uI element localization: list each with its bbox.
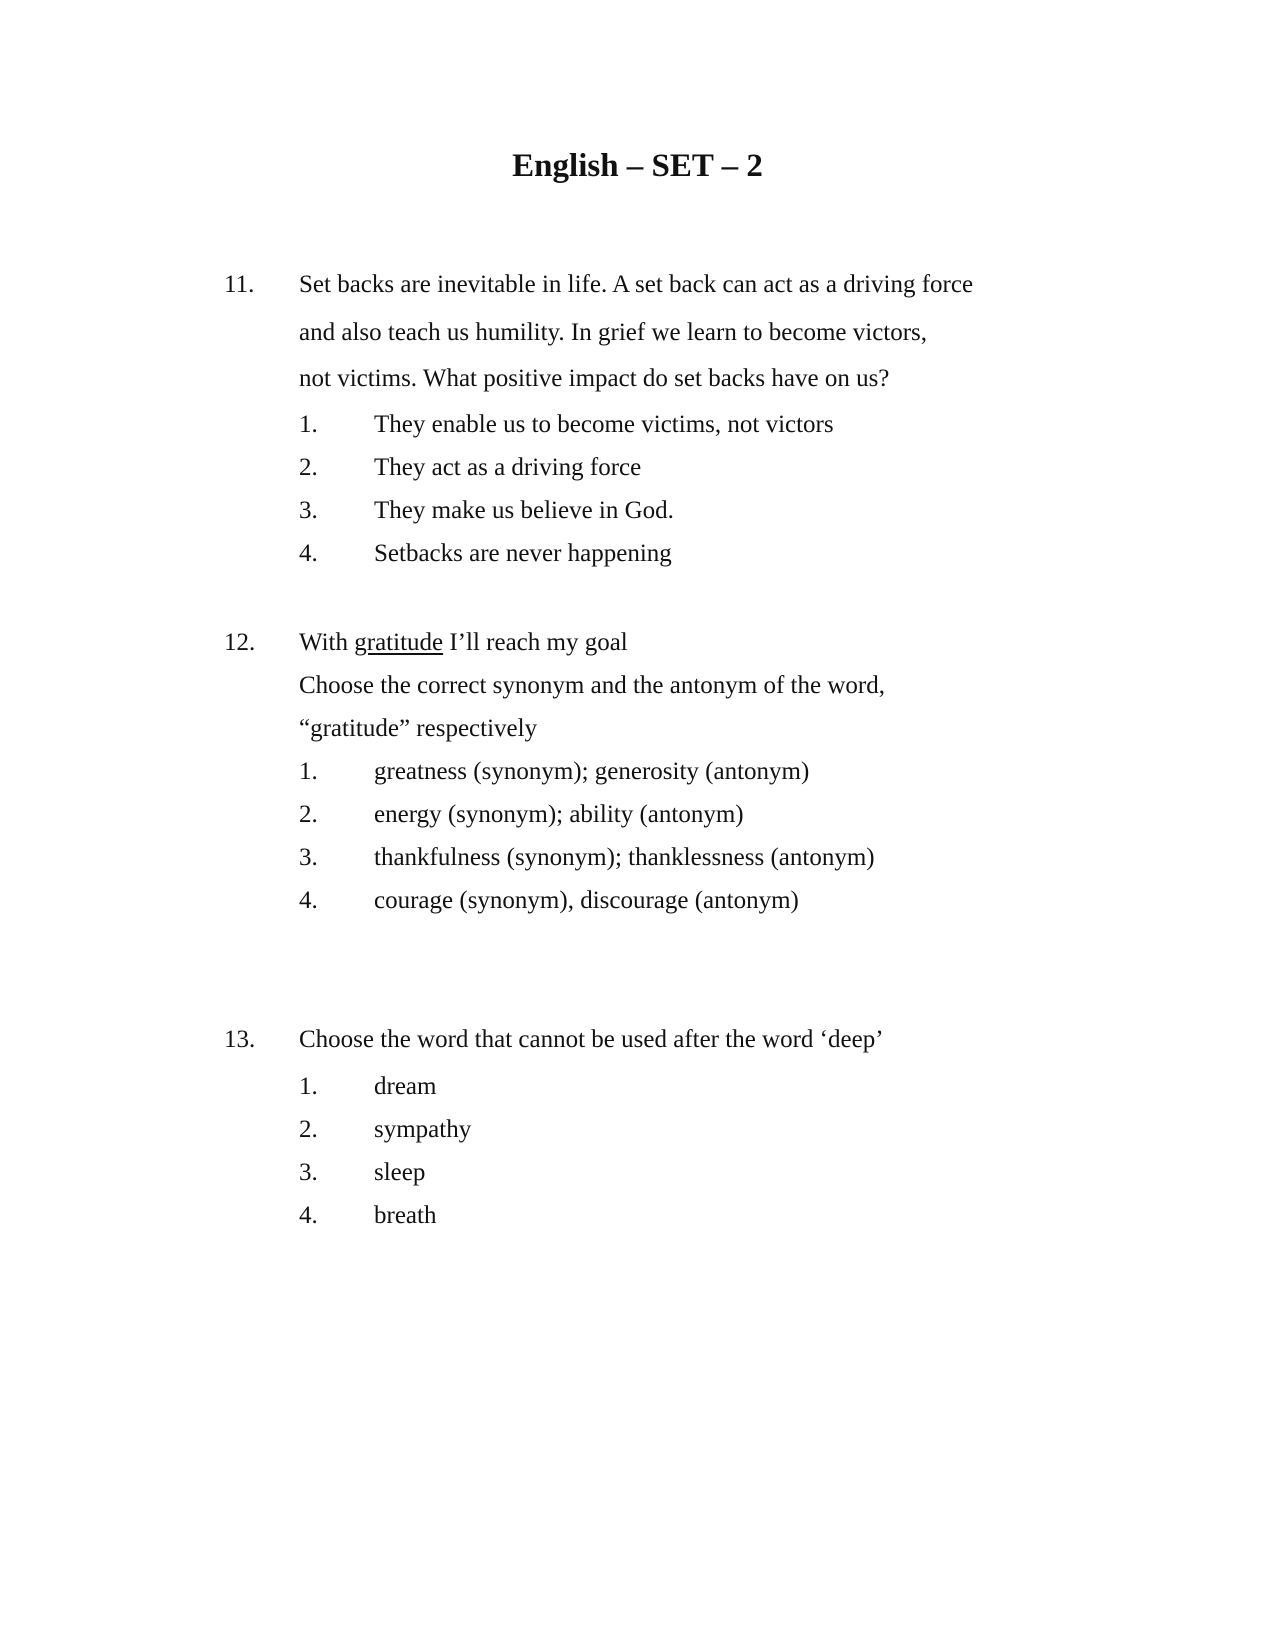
answer-option <box>0 886 1275 916</box>
option-text: thankfulness (synonym); thanklessness (antonym) <box>374 844 875 871</box>
answer-option <box>0 1072 1275 1102</box>
answer-option <box>0 1201 1275 1231</box>
option-text: dream <box>374 1073 437 1100</box>
option-number: 1. <box>299 1073 318 1100</box>
question-text-line: and also teach us humility. In grief we learn to become victors, <box>299 319 928 346</box>
option-text: breath <box>374 1202 437 1229</box>
answer-option <box>0 843 1275 873</box>
option-number: 4. <box>299 887 318 914</box>
option-text: Setbacks are never happening <box>374 540 672 567</box>
question-text-line <box>299 628 628 658</box>
option-number: 3. <box>299 497 318 524</box>
option-text: greatness (synonym); generosity (antonym) <box>374 758 810 785</box>
underlined-word: gratitude <box>354 629 444 656</box>
question-text-line: Choose the correct synonym and the antonym of the word, <box>299 672 885 699</box>
option-text: energy (synonym); ability (antonym) <box>374 801 744 828</box>
option-number: 2. <box>299 1116 318 1143</box>
answer-option <box>0 453 1275 483</box>
page-title: English – SET – 2 <box>512 148 763 184</box>
answer-option <box>0 1115 1275 1145</box>
question-text-line: Choose the word that cannot be used after the word ‘deep’ <box>299 1026 884 1053</box>
question-text-before: With <box>299 629 355 656</box>
option-text: They act as a driving force <box>374 454 642 481</box>
option-text: sympathy <box>374 1116 472 1143</box>
option-number: 4. <box>299 540 318 567</box>
option-text: They enable us to become victims, not victors <box>374 411 834 438</box>
answer-option <box>0 496 1275 526</box>
option-text: courage (synonym), discourage (antonym) <box>374 887 799 914</box>
question-text-line: “gratitude” respectively <box>299 715 538 742</box>
answer-option <box>0 757 1275 787</box>
option-number: 3. <box>299 1159 318 1186</box>
answer-option <box>0 539 1275 569</box>
option-number: 4. <box>299 1202 318 1229</box>
answer-option <box>0 410 1275 440</box>
option-number: 1. <box>299 758 318 785</box>
answer-option <box>0 1158 1275 1188</box>
question-number: 13. <box>224 1026 256 1053</box>
question-text-line: Set backs are inevitable in life. A set back can act as a driving force <box>299 271 974 298</box>
question-number: 12. <box>224 629 256 656</box>
option-number: 2. <box>299 454 318 481</box>
question-text-after: I’ll reach my goal <box>443 629 628 656</box>
question-number: 11. <box>224 271 255 298</box>
question-text-line: not victims. What positive impact do set backs have on us? <box>299 365 890 392</box>
option-number: 1. <box>299 411 318 438</box>
answer-option <box>0 800 1275 830</box>
option-text: They make us believe in God. <box>374 497 674 524</box>
option-number: 2. <box>299 801 318 828</box>
option-number: 3. <box>299 844 318 871</box>
option-text: sleep <box>374 1159 426 1186</box>
